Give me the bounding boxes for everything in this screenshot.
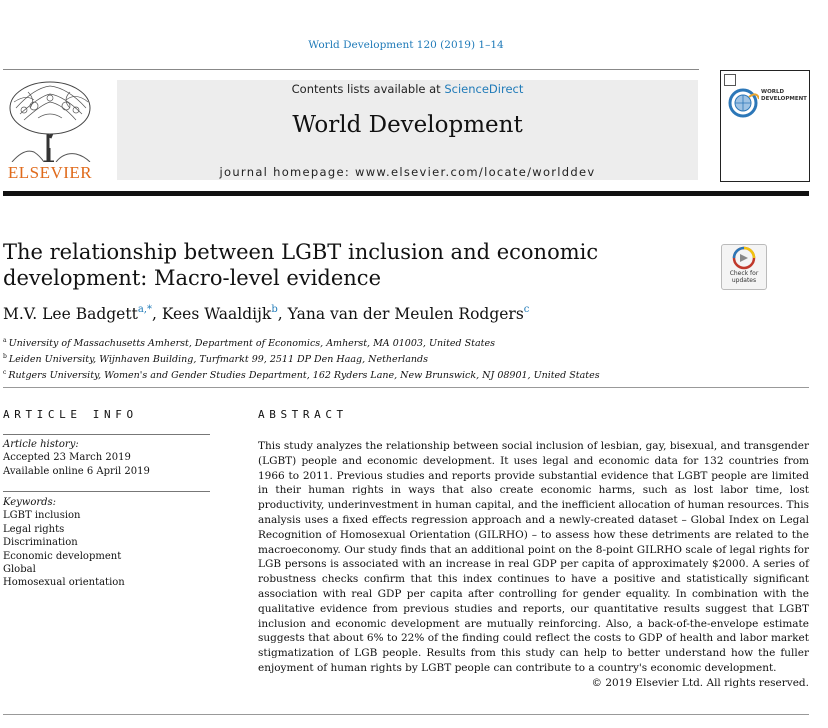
affiliation-item (3, 366, 600, 382)
history-label: Article history: (3, 439, 79, 450)
keyword-item: LGBT inclusion (3, 510, 81, 522)
cover-title-line2: DEVELOPMENT (761, 96, 807, 102)
keyword-item: Homosexual orientation (3, 577, 125, 589)
check-for-updates-badge[interactable] (721, 244, 767, 290)
copyright-notice: © 2019 Elsevier Ltd. All rights reserved. (591, 677, 809, 689)
affiliation-text: Leiden University, Wijnhaven Building, Turfmarkt 99, 2511 DP Den Haag, Netherlands (8, 354, 428, 365)
keyword-item: Legal rights (3, 523, 65, 535)
article-info-heading: ARTICLE INFO (3, 408, 138, 421)
keyword-item: Discrimination (3, 537, 78, 549)
bottom-divider (3, 714, 809, 715)
journal-title: World Development (292, 112, 523, 138)
section-divider (3, 387, 809, 388)
journal-homepage-link[interactable]: journal homepage: www.elsevier.com/locate/worlddev (219, 165, 596, 179)
elsevier-tree-icon (4, 78, 96, 162)
affiliation-marker: c (3, 369, 7, 376)
author-separator: , (277, 305, 288, 323)
abstract-text: This study analyzes the relationship between social inclusion of lesbian, gay, bisexual, and transgender (LGBT) people and economic development. It uses legal and economic data for 132 countries from 1966 to 2011. Previous studies and reports provide substantial evidence that LGBT people are limited in their human rights in ways that also create economic harms, such as lost labor time, lost productivity, underinvestment in human capital, and the inefficient allocation of human resources. This analysis uses a fixed effects regression approach and a newly-created dataset – Global Index on Legal Recognition of Homosexual Orientation (GILRHO) – to assess how these detriments are related to the macroeconomy. Our study finds that an additional point on the 8-point GILRHO scale of legal rights for LGB persons is associated with an increase in real GDP per capita of approximately $2000. A series of robustness checks confirm that this index continues to have a positive and statistically significant association with real GDP per capita after controlling for gender equality. In combination with the qualitative evidence from previous studies and reports, our quantitative results suggest that LGBT inclusion and economic development are mutually reinforcing. Also, a back-of-the-envelope estimate suggests that about 6% to 22% of the finding could reflect the costs to GDP of health and labor market stigmatization of LGB people. Results from this study can help to better understand how the fuller enjoyment of human rights by LGBT people can contribute to a country's economic development. (258, 440, 809, 674)
author-separator: , (151, 305, 162, 323)
keywords-label: Keywords: (3, 497, 57, 508)
top-divider (3, 69, 699, 70)
badge-text (722, 271, 766, 284)
sciencedirect-link[interactable]: ScienceDirect (444, 82, 524, 96)
header-rule (3, 191, 809, 196)
accepted-date: Accepted 23 March 2019 (3, 452, 131, 464)
author-affiliation-marker[interactable]: a,* (137, 304, 152, 315)
article-info-divider (3, 434, 210, 435)
affiliation-text: Rutgers University, Women's and Gender Studies Department, 162 Ryders Lane, New Brunswick, NJ 08901, United States (8, 370, 600, 381)
author-affiliation-marker[interactable]: c (523, 304, 530, 315)
affiliation-text: University of Massachusetts Amherst, Department of Economics, Amherst, MA 01003, United States (8, 338, 495, 349)
check-for-updates-icon (722, 245, 766, 271)
badge-line2: updates (731, 276, 757, 284)
elsevier-mini-icon (724, 74, 736, 86)
badge-line1: Check for (729, 270, 759, 277)
affiliation-item (3, 334, 600, 350)
journal-cover-thumbnail[interactable] (720, 70, 810, 182)
keywords-divider (3, 491, 210, 492)
author-name[interactable]: Kees Waaldijk (161, 305, 272, 323)
online-date: Available online 6 April 2019 (3, 465, 150, 477)
journal-citation[interactable]: World Development 120 (2019) 1–14 (308, 39, 504, 51)
affiliation-marker: a (3, 337, 7, 344)
author-list (3, 304, 529, 323)
article-title: The relationship between LGBT inclusion and economic development: Macro-level evidence (3, 240, 599, 290)
affiliation-list (3, 334, 600, 382)
cover-title-line1: WORLD (761, 89, 785, 95)
article-history (3, 438, 210, 478)
author-affiliation-marker[interactable]: b (271, 304, 278, 315)
elsevier-wordmark: ELSEVIER (7, 163, 93, 182)
affiliation-item (3, 350, 600, 366)
contents-prefix: Contents lists available at (291, 82, 441, 96)
globe-icon (727, 87, 759, 119)
journal-header-banner (117, 80, 698, 180)
elsevier-logo[interactable] (3, 78, 97, 182)
contents-line (117, 82, 698, 96)
author-name[interactable]: Yana van der Meulen Rodgers (287, 305, 524, 323)
keywords-block (3, 496, 210, 590)
abstract-heading: ABSTRACT (258, 408, 348, 421)
keyword-item: Economic development (3, 550, 122, 562)
keyword-item: Global (3, 564, 36, 576)
cover-title (761, 89, 807, 103)
author-name[interactable]: M.V. Lee Badgett (3, 305, 138, 323)
affiliation-marker: b (3, 353, 7, 360)
